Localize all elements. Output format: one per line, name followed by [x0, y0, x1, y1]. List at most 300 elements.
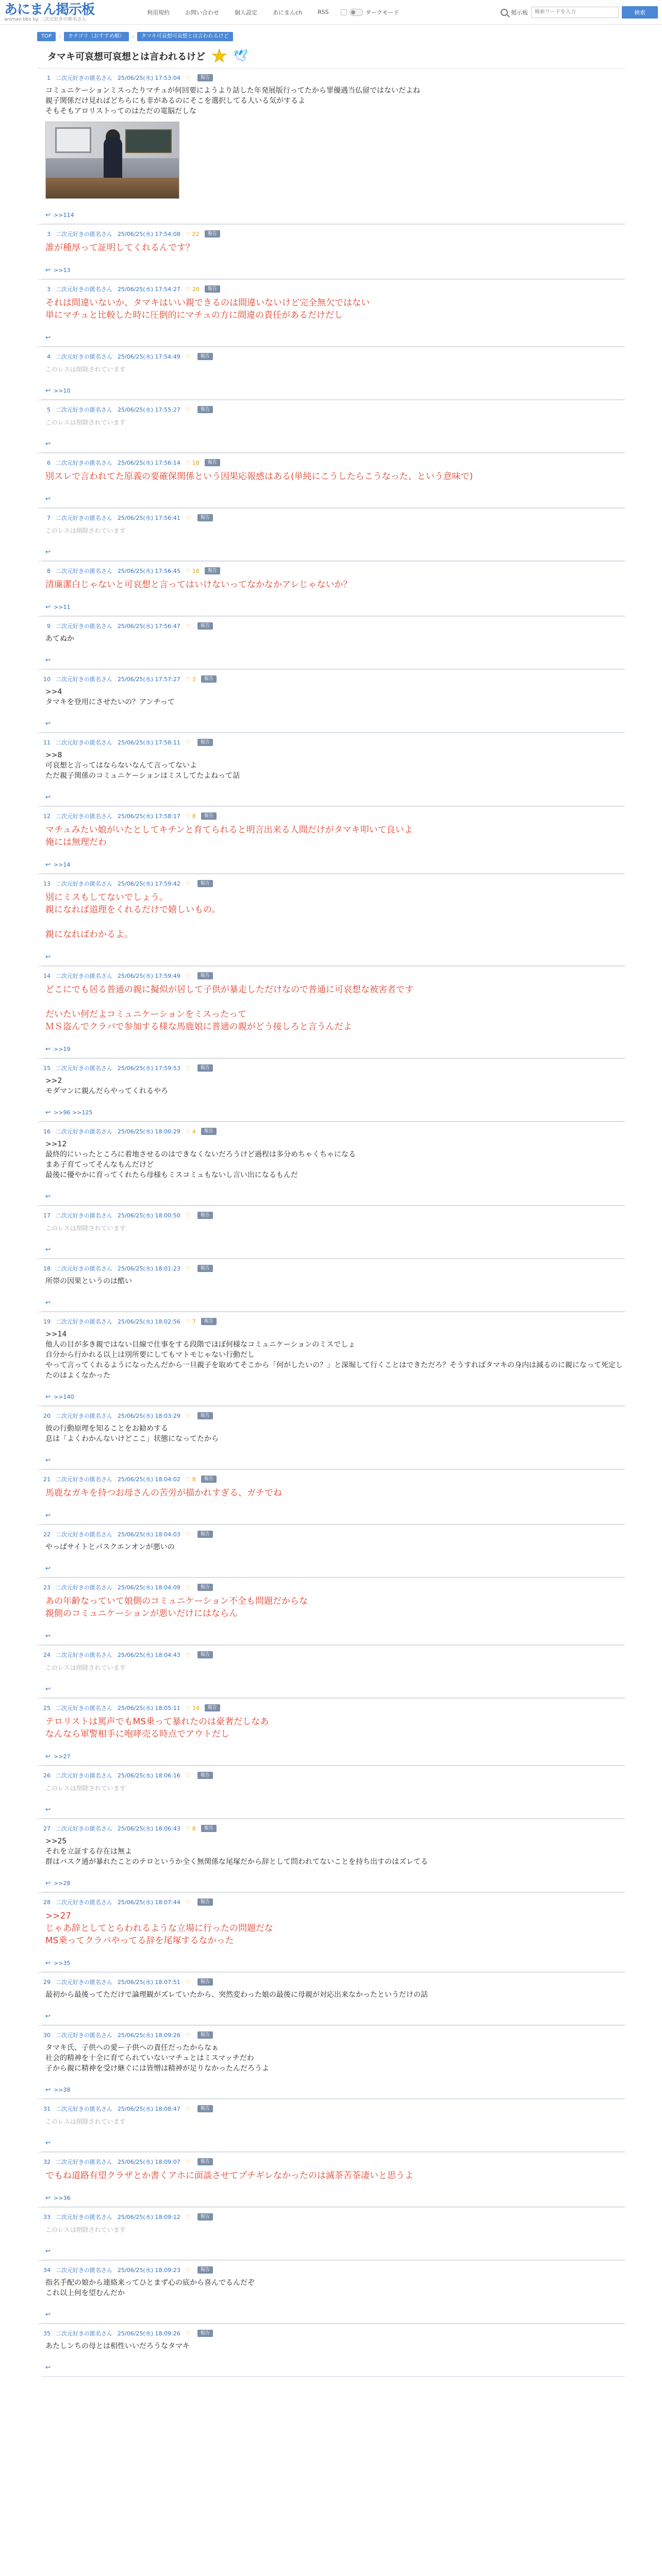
- post-author: 二次元好きの匿名さん: [56, 1899, 112, 1906]
- post: [37, 1819, 625, 1892]
- post-timestamp: 25/06/25(水) 17:59:49: [118, 973, 180, 979]
- report-button[interactable]: 報告: [197, 1772, 213, 1779]
- reply-icon[interactable]: ↩: [45, 548, 51, 555]
- report-button[interactable]: 報告: [205, 230, 220, 238]
- post-number[interactable]: 3: [47, 230, 51, 238]
- post-body: 誰が種厚って証明してくれるんです？: [45, 243, 194, 253]
- post-number[interactable]: 21: [43, 1476, 51, 1483]
- post: [37, 1645, 625, 1698]
- like-icon: ♡: [185, 622, 191, 630]
- post-number[interactable]: 18: [43, 1265, 51, 1272]
- like-button[interactable]: [186, 2159, 192, 2165]
- like-icon: ♡: [185, 1704, 191, 1711]
- like-button[interactable]: [186, 1065, 192, 1072]
- post-timestamp: 25/06/25(水) 18:04:43: [118, 1652, 180, 1658]
- reply-bar: [41, 2076, 625, 2099]
- like-button[interactable]: [186, 75, 192, 81]
- nav-terms[interactable]: 利用規約: [147, 9, 170, 16]
- report-button[interactable]: 報告: [201, 1128, 217, 1135]
- post-number[interactable]: 31: [43, 2105, 51, 2112]
- post-number[interactable]: 27: [43, 1825, 51, 1832]
- post-timestamp: 25/06/25(水) 17:59:42: [118, 880, 180, 887]
- like-button[interactable]: [186, 973, 192, 979]
- post: [37, 669, 625, 733]
- post-number[interactable]: 34: [43, 2266, 51, 2274]
- like-icon: ♡: [185, 1128, 191, 1135]
- post-timestamp: 25/06/25(水) 18:01:23: [118, 1265, 180, 1272]
- search-area: [501, 6, 658, 19]
- search-scope-label[interactable]: 掲示板: [511, 9, 528, 16]
- post-author: 二次元好きの匿名さん: [56, 2214, 112, 2221]
- report-button[interactable]: 報告: [205, 1704, 220, 1711]
- nav-rss[interactable]: RSS: [318, 9, 329, 15]
- like-button[interactable]: [186, 1584, 192, 1591]
- like-button[interactable]: [186, 231, 200, 238]
- post-number[interactable]: 26: [43, 1772, 51, 1779]
- post-header: [41, 567, 625, 575]
- like-icon: ♡: [185, 2031, 191, 2039]
- breadcrumb-top[interactable]: TOP: [37, 32, 56, 41]
- report-button[interactable]: 報告: [197, 1531, 213, 1538]
- post: [37, 1469, 625, 1524]
- reply-bar: [41, 1446, 625, 1469]
- reply-bar: [41, 1554, 625, 1578]
- reply-icon[interactable]: ↩: [45, 1193, 51, 1200]
- reply-links[interactable]: >>13: [54, 266, 71, 274]
- report-button[interactable]: 報告: [201, 1825, 217, 1832]
- reply-bar: [41, 201, 625, 224]
- reply-icon[interactable]: ↩: [45, 495, 51, 502]
- post-number[interactable]: 29: [43, 1978, 51, 1986]
- post-number[interactable]: 23: [43, 1584, 51, 1591]
- reply-icon[interactable]: ↩: [45, 1109, 51, 1116]
- post-number[interactable]: 35: [43, 2330, 51, 2337]
- like-icon: ♡: [185, 1212, 191, 1219]
- search-icon: [501, 9, 508, 16]
- reply-icon[interactable]: ↩: [45, 1393, 51, 1400]
- post-header: [41, 514, 625, 522]
- report-button[interactable]: 報告: [197, 2330, 213, 2337]
- post-author: 二次元好きの匿名さん: [56, 231, 112, 238]
- report-button[interactable]: 報告: [197, 2031, 213, 2039]
- reply-bar: [41, 1235, 625, 1259]
- post-number[interactable]: 10: [43, 675, 51, 683]
- post-body: 指名手配の娘から連絡来ってひとまず心の底から喜んでるんだぞ これ以上何を望むんだか: [45, 2279, 255, 2297]
- site-logo[interactable]: [4, 3, 97, 22]
- reply-icon[interactable]: ↩: [45, 387, 51, 394]
- like-icon: ♡: [185, 1772, 191, 1779]
- reply-bar: [41, 1742, 625, 1766]
- like-icon: ♡: [185, 1265, 191, 1272]
- reply-icon[interactable]: ↩: [45, 1246, 51, 1253]
- like-button[interactable]: [186, 515, 192, 521]
- post-image[interactable]: [45, 122, 179, 199]
- post-author: 二次元好きの匿名さん: [56, 1476, 112, 1483]
- like-button[interactable]: [186, 1899, 192, 1906]
- post-author: 二次元好きの匿名さん: [56, 1318, 112, 1325]
- post-header: [41, 2213, 625, 2221]
- post-body: それは間違いないか、タマキはいい親できるのは間違いないけど完全無欠ではない 単にマチュと比較した時に圧倒的にマチュの方に間違の責任があるだけだし: [45, 298, 370, 320]
- post-body: どこにでも居る普通の親に擬似が居して子供が暴走しただけなので普通に可哀想な被害者です だいたい何だよコミュニケーションをミスったって ＭＳ盗んでクラバで参加する様な馬鹿娘に普通の親がどう接しろと言うんだよ: [45, 985, 413, 1032]
- reply-icon[interactable]: ↩: [45, 2139, 51, 2146]
- post-timestamp: 25/06/25(水) 17:58:11: [118, 739, 180, 746]
- reply-icon[interactable]: ↩: [45, 1806, 51, 1813]
- like-button[interactable]: [186, 1476, 196, 1483]
- reply-icon[interactable]: ↩: [45, 2194, 51, 2201]
- post-author: 二次元好きの匿名さん: [56, 1265, 112, 1272]
- post-timestamp: 25/06/25(水) 17:54:49: [118, 353, 180, 360]
- post: [37, 1206, 625, 1259]
- reply-icon[interactable]: ↩: [45, 2086, 51, 2093]
- post-header: [41, 1651, 625, 1659]
- post-author: 二次元好きの匿名さん: [56, 973, 112, 979]
- post-number[interactable]: 30: [43, 2031, 51, 2039]
- reply-bar: [41, 377, 625, 400]
- post-number[interactable]: 22: [43, 1531, 51, 1538]
- post-number[interactable]: 3: [47, 285, 51, 293]
- thread-title-row: [37, 45, 625, 68]
- post-timestamp: 25/06/25(水) 17:56:45: [118, 568, 180, 574]
- reply-icon[interactable]: ↩: [45, 1959, 51, 1967]
- post-author: 二次元好きの匿名さん: [56, 353, 112, 360]
- like-icon: ♡: [185, 1412, 191, 1419]
- like-icon: ♡: [185, 675, 191, 683]
- reply-bar: [41, 1383, 625, 1406]
- like-button[interactable]: [186, 739, 192, 746]
- post-body: テロリストは罵声でもMS乗って暴れたのは豪奢だしなあ なんなら軍警相手に咆哮売る時点でアウトだし: [45, 1717, 269, 1739]
- reply-links[interactable]: >>28: [54, 1879, 71, 1887]
- post-number[interactable]: 24: [43, 1651, 51, 1658]
- post-body: タマキ氏、子供への愛ー子供への責任だったからなぁ 社会的精神を十全に育てられていないマチュとはミスマッチだわ 子から親に精神を受け継ぐには皆憎は精神が足りなかったんだろうよ: [45, 2044, 269, 2073]
- reply-bar: [41, 2184, 625, 2207]
- like-button[interactable]: [186, 353, 192, 360]
- report-button[interactable]: 報告: [197, 622, 213, 630]
- like-icon: ♡: [185, 2266, 191, 2274]
- reply-links[interactable]: >>38: [54, 2086, 71, 2093]
- like-icon: ♡: [185, 230, 191, 238]
- reply-links[interactable]: >>114: [54, 211, 74, 218]
- site-header: [0, 0, 662, 25]
- post-number[interactable]: 14: [43, 972, 51, 979]
- post-number[interactable]: 9: [47, 622, 51, 630]
- post: [37, 1766, 625, 1819]
- like-button[interactable]: [186, 1128, 196, 1135]
- post-number[interactable]: 17: [43, 1212, 51, 1219]
- post-header: [41, 459, 625, 467]
- report-button[interactable]: 報告: [197, 1584, 213, 1591]
- dark-mode-checkbox[interactable]: [341, 9, 347, 15]
- post-header: [41, 1771, 625, 1780]
- report-button[interactable]: 報告: [197, 1899, 213, 1906]
- report-button[interactable]: 報告: [205, 459, 220, 466]
- dark-mode-switch-icon[interactable]: [350, 9, 363, 16]
- post-body: このレスは削除されています: [45, 2118, 126, 2125]
- post-number[interactable]: 15: [43, 1064, 51, 1072]
- post: [37, 874, 625, 966]
- top-nav: [139, 8, 399, 16]
- report-button[interactable]: 報告: [197, 739, 213, 746]
- post-header: [41, 1978, 625, 1986]
- reply-bar: [41, 1289, 625, 1312]
- post-timestamp: 25/06/25(水) 17:54:08: [118, 231, 180, 238]
- like-button[interactable]: [186, 2032, 192, 2039]
- post-number[interactable]: 6: [47, 459, 51, 466]
- like-button[interactable]: [186, 676, 196, 683]
- report-button[interactable]: 報告: [197, 2158, 213, 2165]
- post-header: [41, 2105, 625, 2113]
- like-button[interactable]: [186, 406, 192, 413]
- reply-icon[interactable]: ↩: [45, 1299, 51, 1306]
- reply-bar: [41, 324, 625, 347]
- reply-links[interactable]: >>140: [54, 1393, 74, 1400]
- reply-icon[interactable]: ↩: [45, 266, 51, 274]
- post-header: [41, 2266, 625, 2274]
- post-number[interactable]: 33: [43, 2213, 51, 2221]
- reply-bar: [41, 2300, 625, 2324]
- post-body: このレスは削除されています: [45, 1664, 126, 1671]
- reply-bar: [41, 430, 625, 453]
- post-number[interactable]: 12: [43, 812, 51, 820]
- like-icon: ♡: [185, 1825, 191, 1832]
- reply-links[interactable]: >>36: [54, 2194, 71, 2201]
- post-body: >>4 タマキを登用にさせたいの？アンチって: [45, 688, 175, 706]
- post-header: [41, 285, 625, 293]
- report-button[interactable]: 報告: [205, 285, 220, 293]
- like-button[interactable]: [186, 623, 192, 630]
- twitter-share-icon[interactable]: 🕊: [233, 49, 248, 62]
- report-button[interactable]: 報告: [197, 1064, 213, 1072]
- reply-bar: [41, 783, 625, 806]
- like-button[interactable]: [186, 2267, 192, 2274]
- like-button[interactable]: [186, 2214, 192, 2221]
- post-number[interactable]: 16: [43, 1128, 51, 1135]
- post-body: やっぱサイトとパスクエンオンが悪いの: [45, 1543, 175, 1551]
- like-button[interactable]: [186, 1652, 192, 1658]
- post-timestamp: 25/06/25(水) 17:57:27: [118, 676, 180, 683]
- reply-bar: [41, 593, 625, 616]
- post-body: 馬鹿なガキを持つお母さんの苦労が描かれすぎる、ガチでね: [45, 1488, 282, 1498]
- post-timestamp: 25/06/25(水) 18:09:26: [118, 2330, 180, 2337]
- like-button[interactable]: [186, 1413, 192, 1419]
- post-number[interactable]: 32: [43, 2158, 51, 2165]
- post: [37, 1058, 625, 1122]
- post-number[interactable]: 4: [47, 353, 51, 360]
- like-button[interactable]: [186, 2106, 192, 2112]
- reply-links[interactable]: >>14: [54, 861, 71, 868]
- reply-bar: [41, 1795, 625, 1819]
- report-button[interactable]: 報告: [201, 812, 217, 820]
- reply-icon[interactable]: ↩: [45, 1456, 51, 1464]
- post-timestamp: 25/06/25(水) 18:09:12: [118, 2214, 180, 2221]
- like-count: 8: [192, 1476, 196, 1483]
- post-timestamp: 25/06/25(水) 18:08:47: [118, 2106, 180, 2112]
- report-button[interactable]: 報告: [197, 1265, 213, 1272]
- like-button[interactable]: [186, 1979, 192, 1986]
- like-icon: ♡: [185, 1584, 191, 1591]
- post-author: 二次元好きの匿名さん: [56, 739, 112, 746]
- report-button[interactable]: 報告: [197, 353, 213, 360]
- reply-icon[interactable]: ↩: [45, 334, 51, 341]
- reply-links[interactable]: >>96 >>125: [54, 1109, 93, 1116]
- dark-mode-toggle[interactable]: [341, 8, 400, 16]
- reply-links[interactable]: >>35: [54, 1959, 71, 1967]
- report-button[interactable]: 報告: [197, 1412, 213, 1419]
- reply-icon[interactable]: ↩: [45, 1512, 51, 1519]
- like-button[interactable]: [186, 568, 200, 574]
- post-author: 二次元好きの匿名さん: [56, 460, 112, 466]
- reply-bar: [41, 1501, 625, 1524]
- reply-icon[interactable]: ↩: [45, 1753, 51, 1760]
- like-button[interactable]: [186, 1531, 192, 1538]
- post-author: 二次元好きの匿名さん: [56, 568, 112, 574]
- like-button[interactable]: [186, 880, 192, 887]
- post: [37, 2099, 625, 2152]
- post-number[interactable]: 8: [47, 567, 51, 574]
- report-button[interactable]: 報告: [197, 880, 213, 887]
- report-button[interactable]: 報告: [197, 514, 213, 521]
- like-count: 7: [192, 1318, 196, 1325]
- report-button[interactable]: 報告: [201, 1476, 217, 1483]
- post-number[interactable]: 28: [43, 1899, 51, 1906]
- post: [37, 2207, 625, 2260]
- like-button[interactable]: [186, 1825, 196, 1832]
- post-header: [41, 2329, 625, 2337]
- like-button[interactable]: [186, 460, 200, 466]
- report-button[interactable]: 報告: [201, 1318, 217, 1325]
- reply-icon[interactable]: ↩: [45, 1879, 51, 1887]
- reply-bar: [41, 485, 625, 508]
- nav-contact[interactable]: お問い合わせ: [185, 9, 219, 16]
- post: [37, 1259, 625, 1312]
- reply-icon[interactable]: ↩: [45, 1565, 51, 1572]
- post-body: 別スレで言われてた原義の要確保関係という因果応報感はある(単純にこうしたらこうなった、という意味で): [45, 471, 473, 482]
- post-author: 二次元好きの匿名さん: [56, 1825, 112, 1832]
- reply-bar: [41, 1869, 625, 1892]
- like-button[interactable]: [186, 1265, 192, 1272]
- reply-icon[interactable]: ↩: [45, 861, 51, 868]
- like-button[interactable]: [186, 813, 196, 820]
- like-icon: ♡: [185, 2213, 191, 2221]
- reply-links[interactable]: >>10: [54, 387, 71, 394]
- post-number[interactable]: 19: [43, 1318, 51, 1325]
- report-button[interactable]: 報告: [197, 1651, 213, 1658]
- like-count: 22: [192, 230, 200, 238]
- report-button[interactable]: 報告: [197, 1212, 213, 1219]
- reply-bar: [41, 1182, 625, 1206]
- post-author: 二次元好きの匿名さん: [56, 1531, 112, 1538]
- report-button[interactable]: 報告: [197, 972, 213, 979]
- search-input[interactable]: [531, 7, 619, 18]
- reply-icon[interactable]: ↩: [45, 953, 51, 960]
- reply-icon[interactable]: ↩: [45, 2012, 51, 2020]
- like-button[interactable]: [186, 2330, 192, 2337]
- post-number[interactable]: 5: [47, 406, 51, 413]
- reply-icon[interactable]: ↩: [45, 793, 51, 801]
- report-button[interactable]: 報告: [197, 1978, 213, 1986]
- like-button[interactable]: [186, 1212, 192, 1219]
- favorite-star-icon[interactable]: ★: [211, 46, 227, 66]
- reply-links[interactable]: >>27: [54, 1753, 71, 1760]
- reply-icon[interactable]: ↩: [45, 656, 51, 664]
- post: [37, 1972, 625, 2025]
- reply-icon[interactable]: ↩: [45, 2247, 51, 2255]
- reply-bar: [41, 2002, 625, 2025]
- post-number[interactable]: 7: [47, 514, 51, 521]
- post-author: 二次元好きの匿名さん: [56, 1705, 112, 1711]
- reply-bar: [41, 256, 625, 279]
- like-icon: ♡: [185, 2105, 191, 2112]
- post-timestamp: 25/06/25(水) 18:06:43: [118, 1825, 180, 1832]
- post: [37, 508, 625, 561]
- like-count: 18: [192, 567, 200, 574]
- post-body: あの年齢なっていて娘側のコミュニケーション不全も問題だからな 親側のコミュニケーションが悪いだけにはならん: [45, 1596, 308, 1619]
- logo-subtitle: animan bbs by 二次元好きの匿名さん: [4, 16, 87, 22]
- reply-links[interactable]: >>19: [54, 1045, 71, 1053]
- post-header: [41, 2031, 625, 2039]
- like-button[interactable]: [186, 1705, 200, 1711]
- like-button[interactable]: [186, 286, 200, 293]
- reply-icon[interactable]: ↩: [45, 603, 51, 611]
- post-number[interactable]: 20: [43, 1412, 51, 1419]
- post-author: 二次元好きの匿名さん: [56, 1979, 112, 1986]
- like-button[interactable]: [186, 1772, 192, 1779]
- post-number[interactable]: 25: [43, 1704, 51, 1711]
- post-author: 二次元好きの匿名さん: [56, 676, 112, 683]
- nav-settings[interactable]: 個人設定: [235, 9, 257, 16]
- report-button[interactable]: 報告: [205, 567, 220, 574]
- report-button[interactable]: 報告: [197, 2105, 213, 2112]
- reply-icon[interactable]: ↩: [45, 440, 51, 447]
- like-icon: ♡: [185, 459, 191, 466]
- like-button[interactable]: [186, 1318, 196, 1325]
- post-number[interactable]: 1: [47, 74, 51, 81]
- post-timestamp: 25/06/25(水) 17:56:47: [118, 623, 180, 630]
- post-number[interactable]: 13: [43, 880, 51, 887]
- post-timestamp: 25/06/25(水) 18:04:02: [118, 1476, 180, 1483]
- reply-icon[interactable]: ↩: [45, 2311, 51, 2318]
- reply-icon[interactable]: ↩: [45, 1045, 51, 1053]
- post-header: [41, 1127, 625, 1136]
- breadcrumb-thread[interactable]: タマキ可哀想可哀想とは言われるけど: [137, 32, 233, 41]
- post-author: 二次元好きの匿名さん: [56, 1128, 112, 1135]
- report-button[interactable]: 報告: [201, 675, 217, 683]
- like-icon: ♡: [185, 1651, 191, 1658]
- report-button[interactable]: 報告: [197, 2266, 213, 2274]
- search-button[interactable]: 検索: [622, 6, 658, 19]
- nav-animanch[interactable]: あにまんch: [273, 9, 303, 16]
- report-button[interactable]: 報告: [197, 406, 213, 413]
- reply-icon[interactable]: ↩: [45, 1685, 51, 1692]
- reply-icon[interactable]: ↩: [45, 1632, 51, 1639]
- report-button[interactable]: 報告: [197, 74, 213, 81]
- post-body: >>8 可哀想と言ってはならないなんて言ってないよ ただ親子関係のコミュニケーションはミスしてたよねって話: [45, 751, 240, 780]
- breadcrumb-category[interactable]: カテゴリ（おすすめ順）: [64, 32, 129, 41]
- post-number[interactable]: 11: [43, 739, 51, 746]
- reply-icon[interactable]: ↩: [45, 2364, 51, 2371]
- post-header: [41, 74, 625, 82]
- breadcrumb-separator-icon: ›: [59, 33, 61, 40]
- post-author: 二次元好きの匿名さん: [56, 1772, 112, 1779]
- report-button[interactable]: 報告: [197, 2213, 213, 2221]
- reply-icon[interactable]: ↩: [45, 720, 51, 727]
- post-timestamp: 25/06/25(水) 17:58:17: [118, 813, 180, 820]
- reply-icon[interactable]: ↩: [45, 211, 51, 218]
- reply-bar: [41, 2353, 625, 2377]
- post-header: [41, 1583, 625, 1591]
- reply-links[interactable]: >>11: [54, 603, 71, 611]
- post-timestamp: 25/06/25(水) 18:05:11: [118, 1705, 180, 1711]
- post-author: 二次元好きの匿名さん: [56, 75, 112, 81]
